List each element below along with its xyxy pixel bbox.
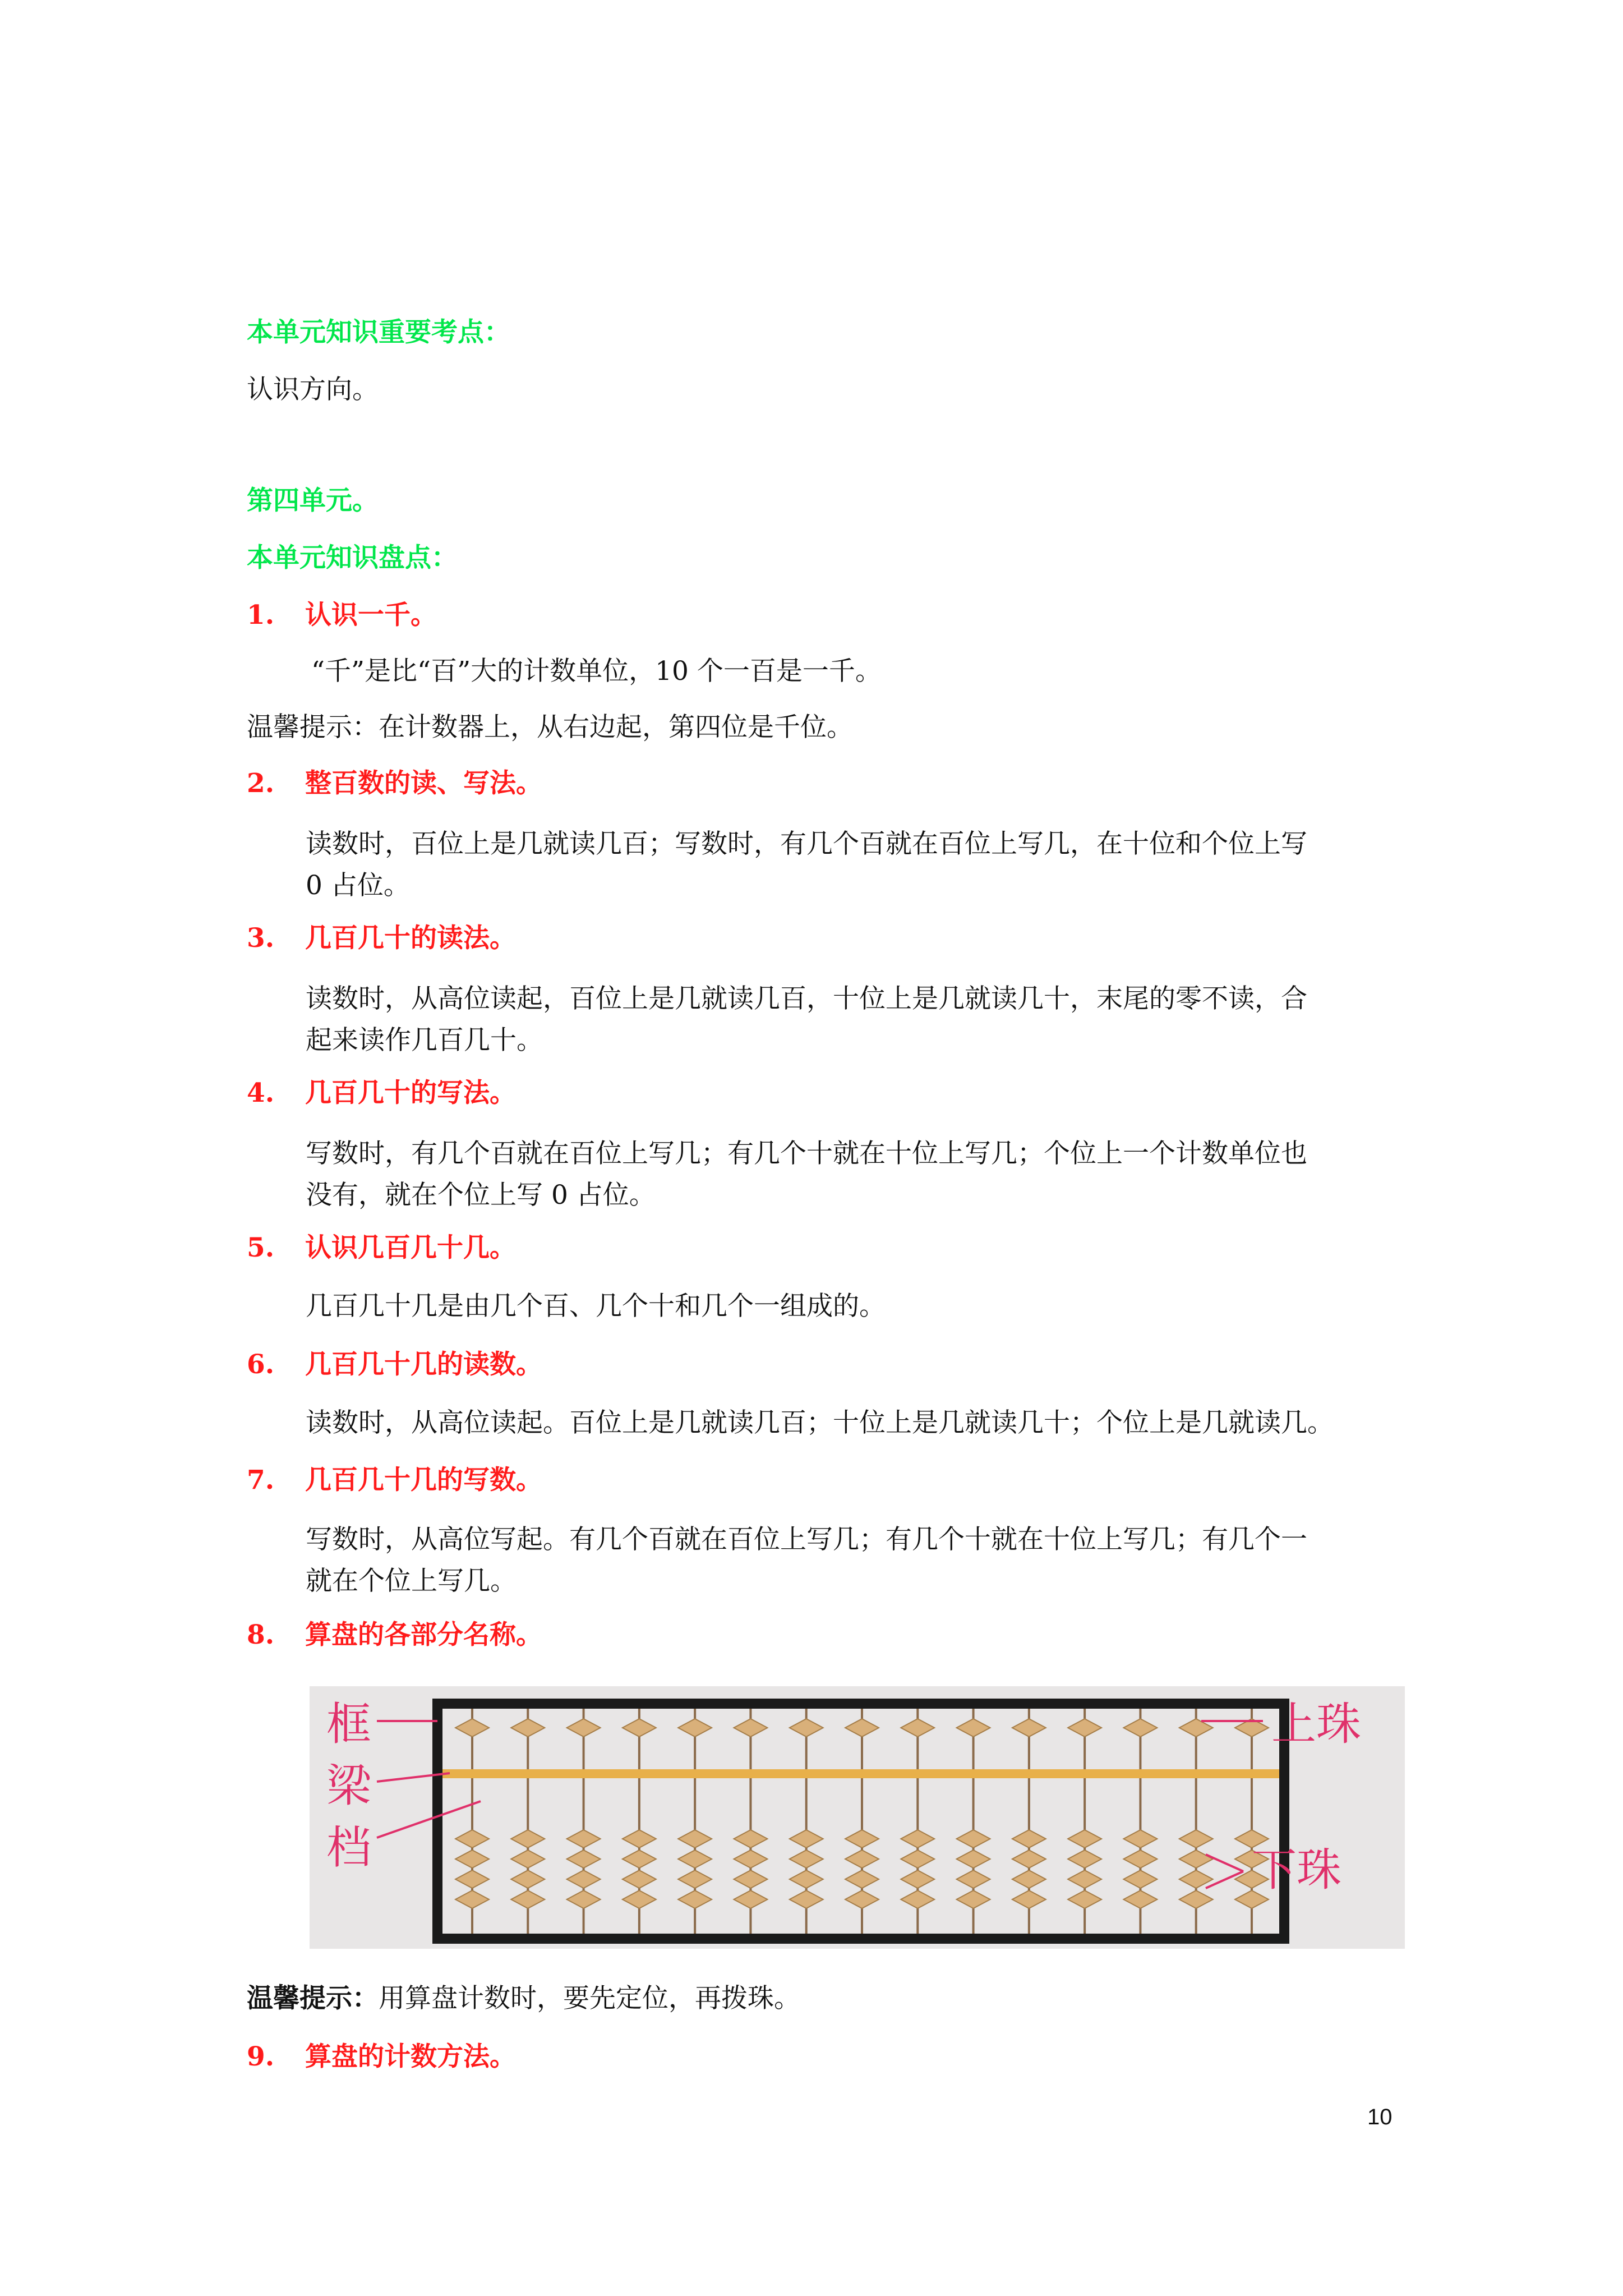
abacus-label-lower-bead: 下珠 [1252,1844,1341,1896]
item-2-heading [247,765,542,802]
item-7-text-line2: 就在个位上写几。 [306,1566,517,1596]
item-title: 算盘的各部分名称。 [305,1619,542,1650]
tip-text: 用算盘计数时，要先定位，再拨珠。 [379,1983,800,2014]
unit-title: 第四单元。 [247,485,379,516]
item-7-text-line1: 写数时，从高位写起。有几个百就在百位上写几；有几个十就在十位上写几；有几个一 [306,1524,1307,1555]
item-5-text: 几百几十几是由几个百、几个十和几个一组成的。 [306,1291,886,1322]
item-number: 8. [247,1619,275,1650]
item-title: 整百数的读、写法。 [305,768,542,799]
abacus-label-upper-bead: 上珠 [1271,1698,1361,1750]
item-1-text: “千”是比“百”大的计数单位，10 个一百是一千。 [311,656,882,687]
item-number: 5. [247,1232,275,1263]
tip-label: 温馨提示： [247,1983,379,2014]
item-4-text-line1: 写数时，有几个百就在百位上写几；有几个十就在十位上写几；个位上一个计数单位也 [306,1138,1307,1169]
summary-title: 本单元知识盘点： [247,542,458,573]
item-6-text: 读数时，从高位读起。百位上是几就读几百；十位上是几就读几十；个位上是几就读几。 [306,1407,1334,1438]
item-title: 算盘的计数方法。 [305,2041,516,2072]
item-2-text-line2: 0 占位。 [306,870,410,901]
key-points-text: 认识方向。 [247,374,379,405]
item-number: 9. [247,2041,275,2072]
page-number: 10 [1367,2105,1393,2129]
item-5-heading [247,1230,516,1267]
item-1-heading [247,597,437,634]
abacus-label-rod: 档 [326,1821,371,1874]
item-title: 几百几十几的写数。 [305,1465,542,1496]
tip-abacus [247,1980,800,2017]
item-3-text-line2: 起来读作几百几十。 [306,1025,543,1056]
item-title: 认识一千。 [305,600,437,631]
item-number: 3. [247,923,275,954]
item-number: 7. [247,1465,275,1496]
item-number: 6. [247,1349,275,1380]
item-3-heading [247,920,516,957]
item-number: 1. [247,600,275,631]
abacus-label-beam: 梁 [326,1760,371,1812]
abacus-figure [310,1686,1405,1949]
abacus-beam [442,1769,1279,1778]
item-8-heading [247,1617,542,1654]
key-points-title: 本单元知识重要考点： [247,317,510,348]
item-4-heading [247,1075,516,1112]
item-title: 几百几十几的读数。 [305,1349,542,1380]
abacus-label-frame: 框 [326,1698,371,1750]
item-2-text-line1: 读数时，百位上是几就读几百；写数时，有几个百就在百位上写几，在十位和个位上写 [306,829,1307,859]
item-number: 4. [247,1078,275,1108]
item-3-text-line1: 读数时，从高位读起，百位上是几就读几百，十位上是几就读几十，末尾的零不读，合 [306,983,1307,1014]
tip-counter: 温馨提示：在计数器上，从右边起，第四位是千位。 [247,712,853,743]
item-7-heading [247,1462,542,1499]
item-4-text-line2: 没有，就在个位上写 0 占位。 [306,1180,656,1211]
item-title: 认识几百几十几。 [305,1232,516,1263]
item-9-heading [247,2039,516,2076]
item-6-heading [247,1346,542,1383]
item-title: 几百几十的写法。 [305,1078,516,1108]
item-title: 几百几十的读法。 [305,923,516,954]
item-number: 2. [247,768,275,799]
